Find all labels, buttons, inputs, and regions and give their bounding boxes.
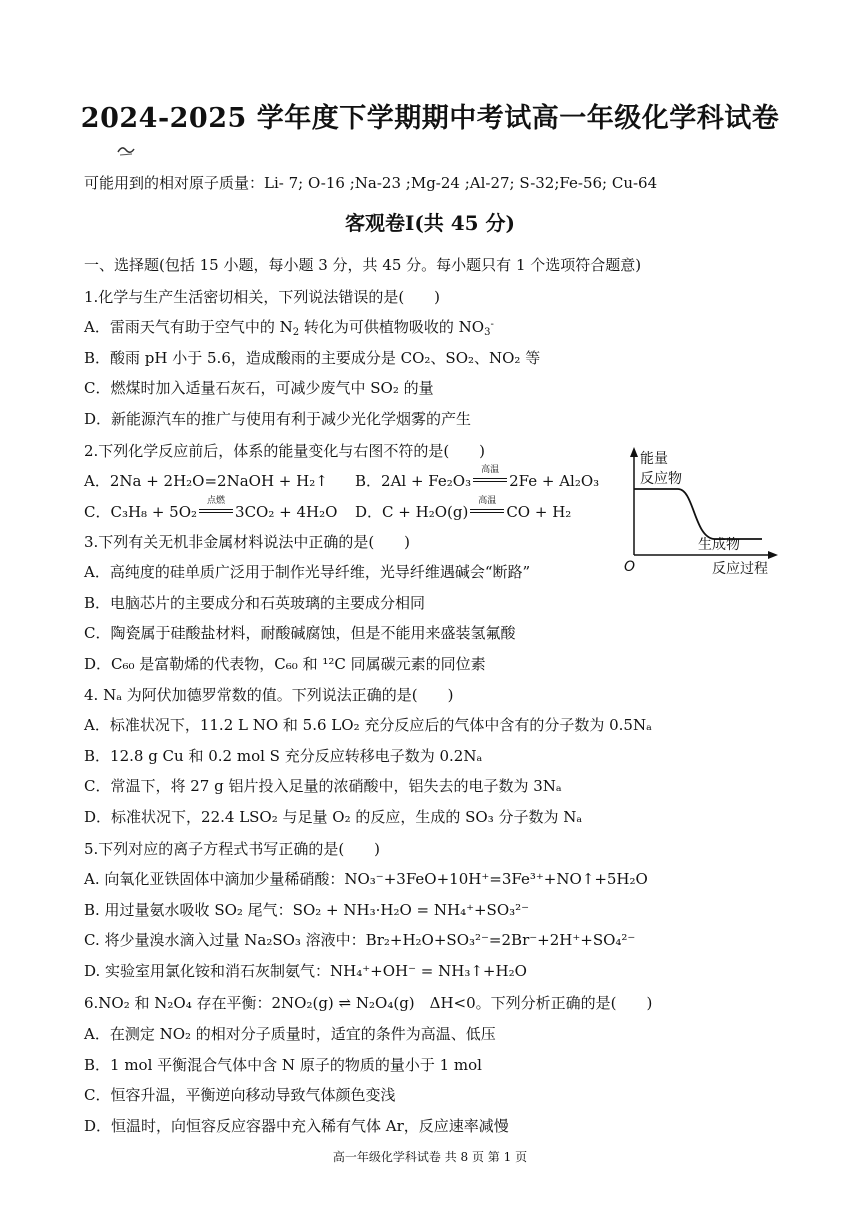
q3-option-c: C．陶瓷属于硅酸盐材料，耐酸碱腐蚀，但是不能用来盛装氢氟酸 bbox=[84, 624, 516, 642]
q3-option-a: A．高纯度的硅单质广泛用于制作光导纤维，光导纤维遇碱会“断路” bbox=[84, 563, 531, 581]
energy-curve bbox=[634, 489, 762, 539]
q2-d-right: CO + H₂ bbox=[506, 503, 572, 521]
q1-stem: 1.化学与生产生活密切相关，下列说法错误的是( ) bbox=[84, 288, 441, 306]
q6-option-d: D．恒温时，向恒容反应容器中充入稀有气体 Ar，反应速率减慢 bbox=[84, 1117, 509, 1135]
q2-d-left: D．C + H₂O(g) bbox=[355, 503, 469, 521]
q2-option-b bbox=[355, 465, 600, 491]
q5-option-c: C. 将少量溴水滴入过量 Na₂SO₃ 溶液中：Br₂+H₂O+SO₃²⁻=2Br⁻+2H⁺+SO₄²⁻ bbox=[84, 931, 636, 949]
q4-option-d: D．标准状况下，22.4 LSO₂ 与足量 O₂ 的反应，生成的 SO₃ 分子数为 Nₐ bbox=[84, 808, 583, 826]
x-axis-arrow-icon bbox=[768, 551, 778, 559]
q6-option-b: B．1 mol 平衡混合气体中含 N 原子的物质的量小于 1 mol bbox=[84, 1056, 482, 1074]
q5-stem: 5.下列对应的离子方程式书写正确的是( ) bbox=[84, 840, 381, 858]
reactant-label: 反应物 bbox=[640, 471, 682, 487]
q5-option-d: D. 实验室用氯化铵和消石灰制氨气：NH₄⁺+OH⁻ = NH₃↑+H₂O bbox=[84, 962, 527, 980]
pen-mark-icon bbox=[116, 143, 138, 157]
y-axis-arrow-icon bbox=[630, 447, 638, 457]
q1-option-c: C．燃煤时加入适量石灰石，可减少废气中 SO₂ 的量 bbox=[84, 379, 434, 397]
ignite-arrow bbox=[199, 496, 233, 516]
q2-c-right: 3CO₂ + 4H₂O bbox=[235, 503, 338, 521]
q2-b-left: B．2Al + Fe₂O₃ bbox=[355, 472, 472, 490]
exam-title: 2024-2025 学年度下学期期中考试高一年级化学科试卷 bbox=[80, 103, 780, 134]
cond-label: 高温 bbox=[478, 496, 497, 506]
q4-option-a: A．标准状况下，11.2 L NO 和 5.6 LO₂ 充分反应后的气体中含有的分子数为 0.5Nₐ bbox=[84, 716, 652, 734]
q5-option-b: B. 用过量氨水吸收 SO₂ 尾气：SO₂ + NH₃·H₂O = NH₄⁺+SO₃²⁻ bbox=[84, 901, 530, 919]
y-axis-label: 能量 bbox=[640, 451, 668, 467]
origin-label: O bbox=[624, 559, 636, 575]
q6-option-c: C．恒容升温，平衡逆向移动导致气体颜色变浅 bbox=[84, 1086, 396, 1104]
q2-b-right: 2Fe + Al₂O₃ bbox=[509, 472, 600, 490]
section-description: 一、选择题(包括 15 小题，每小题 3 分，共 45 分。每小题只有 1 个选项符合题意) bbox=[84, 256, 642, 274]
q3-option-d: D．C₆₀ 是富勒烯的代表物，C₆₀ 和 ¹²C 同属碳元素的同位素 bbox=[84, 655, 486, 673]
q2-stem: 2.下列化学反应前后，体系的能量变化与右图不符的是( ) bbox=[84, 442, 486, 460]
q2-option-c bbox=[84, 496, 338, 522]
atomic-masses: 可能用到的相对原子质量：Li- 7; O-16 ;Na-23 ;Mg-24 ;Al-27; S-32;Fe-56; Cu-64 bbox=[84, 174, 658, 192]
q1-a-text: A．雷雨天气有助于空气中的 N bbox=[84, 318, 293, 336]
q1-a-sub: 2 bbox=[292, 327, 300, 338]
section-title: 客观卷Ⅰ(共 45 分) bbox=[344, 211, 516, 235]
q1-a-tail: 转化为可供植物吸收的 NO bbox=[299, 318, 485, 336]
q4-stem: 4. Nₐ 为阿伏加德罗常数的值。下列说法正确的是( ) bbox=[84, 686, 454, 704]
high-temp-arrow bbox=[473, 465, 507, 485]
product-label: 生成物 bbox=[698, 537, 740, 553]
q1-a-sup: - bbox=[490, 319, 494, 330]
q6-option-a: A．在测定 NO₂ 的相对分子质量时，适宜的条件为高温、低压 bbox=[84, 1025, 496, 1043]
q3-option-b: B．电脑芯片的主要成分和石英玻璃的主要成分相同 bbox=[84, 594, 426, 612]
q2-c-left: C．C₃H₈ + 5O₂ bbox=[84, 503, 198, 521]
energy-diagram bbox=[620, 445, 790, 577]
q2-option-d bbox=[355, 496, 572, 522]
x-axis-label: 反应过程 bbox=[712, 561, 768, 577]
q5-option-a: A. 向氧化亚铁固体中滴加少量稀硝酸：NO₃⁻+3FeO+10H⁺=3Fe³⁺+NO↑+5H₂O bbox=[84, 870, 648, 888]
q2-option-a: A．2Na + 2H₂O=2NaOH + H₂↑ bbox=[84, 472, 328, 490]
q1-a-sub2: 3 bbox=[484, 327, 491, 338]
q4-option-b: B．12.8 g Cu 和 0.2 mol S 充分反应转移电子数为 0.2Nₐ bbox=[84, 747, 483, 765]
page-footer: 高一年级化学科试卷 共 8 页 第 1 页 bbox=[332, 1150, 528, 1164]
q1-option-d: D．新能源汽车的推广与使用有利于减少光化学烟雾的产生 bbox=[84, 410, 472, 428]
q6-stem: 6.NO₂ 和 N₂O₄ 存在平衡：2NO₂(g) ⇌ N₂O₄(g) ΔH<0。下列分析正确的是( ) bbox=[84, 994, 653, 1012]
q1-option-a bbox=[84, 316, 494, 337]
q1-option-b: B．酸雨 pH 小于 5.6，造成酸雨的主要成分是 CO₂、SO₂、NO₂ 等 bbox=[84, 349, 541, 367]
cond-label: 高温 bbox=[481, 465, 500, 475]
q4-option-c: C．常温下，将 27 g 铝片投入足量的浓硝酸中，铝失去的电子数为 3Nₐ bbox=[84, 777, 562, 795]
cond-label: 点燃 bbox=[207, 496, 226, 506]
high-temp-arrow bbox=[470, 496, 504, 516]
q3-stem: 3.下列有关无机非金属材料说法中正确的是( ) bbox=[84, 533, 411, 551]
